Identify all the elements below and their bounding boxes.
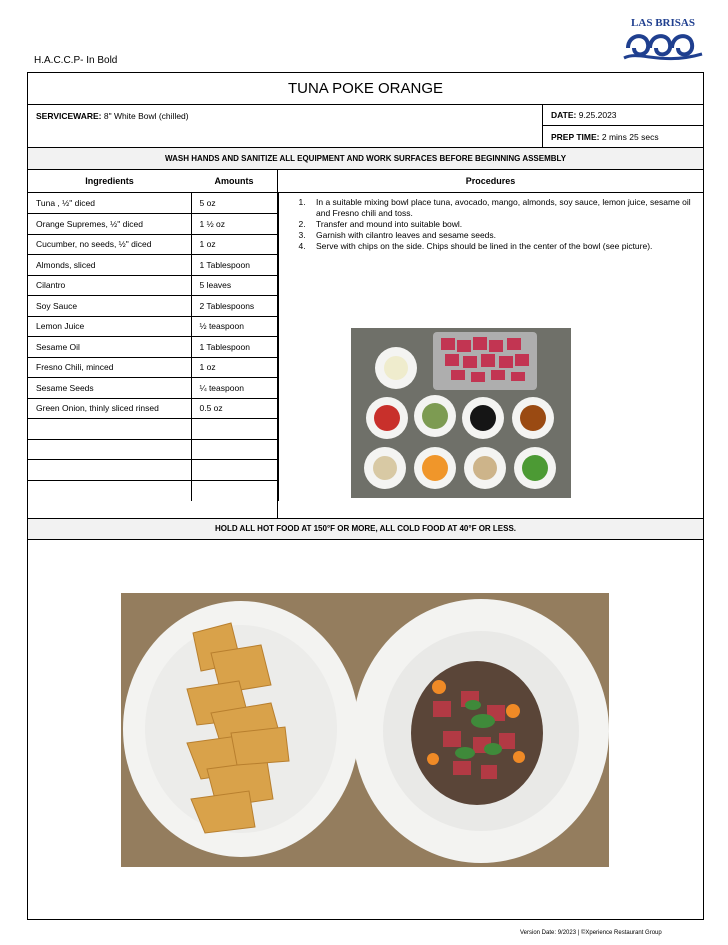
ingredient-amount: 1 oz bbox=[191, 357, 278, 378]
ingredient-amount bbox=[191, 439, 278, 460]
table-row bbox=[28, 193, 278, 214]
ingredient-name: Fresno Chili, minced bbox=[28, 357, 191, 378]
wash-notice: WASH HANDS AND SANITIZE ALL EQUIPMENT AND WORK SURFACES BEFORE BEGINNING ASSEMBLY bbox=[28, 148, 703, 170]
table-row bbox=[28, 234, 278, 255]
serviceware-cell bbox=[28, 105, 543, 148]
ingredient-name: Sesame Seeds bbox=[28, 378, 191, 399]
ingredient-amount: 5 oz bbox=[191, 193, 278, 214]
ingredient-amount: 5 leaves bbox=[191, 275, 278, 296]
hold-notice: HOLD ALL HOT FOOD AT 150°F OR MORE, ALL COLD FOOD AT 40°F OR LESS. bbox=[28, 518, 703, 540]
ingredient-amount: 2 Tablespoons bbox=[191, 296, 278, 317]
ingredient-amount: 0.5 oz bbox=[191, 398, 278, 419]
ingredient-amount bbox=[191, 419, 278, 440]
table-row bbox=[28, 439, 278, 460]
ingredient-name: Soy Sauce bbox=[28, 296, 191, 317]
ingredient-amount: 1 Tablespoon bbox=[191, 255, 278, 276]
table-row bbox=[28, 296, 278, 317]
procedure-step: 1. In a suitable mixing bowl place tuna, avocado, mango, almonds, soy sauce, lemon juice, sesame oil and Fresno chili and toss. bbox=[308, 197, 696, 219]
procedure-step: 4. Serve with chips on the side. Chips should be lined in the center of the bowl (see picture). bbox=[308, 241, 696, 252]
ingredient-name bbox=[28, 480, 191, 501]
table-row bbox=[28, 460, 278, 481]
amounts-header: Amounts bbox=[214, 176, 254, 186]
ingredient-amount: ½ teaspoon bbox=[191, 316, 278, 337]
table-row bbox=[28, 480, 278, 501]
procedure-step: 3. Garnish with cilantro leaves and sesame seeds. bbox=[308, 230, 696, 241]
ingredient-amount bbox=[191, 460, 278, 481]
serviceware-row bbox=[28, 105, 703, 148]
table-row bbox=[28, 316, 278, 337]
ingredient-name: Orange Supremes, ½" diced bbox=[28, 214, 191, 235]
date-value: 9.25.2023 bbox=[578, 110, 617, 120]
table-row bbox=[28, 337, 278, 358]
ingredient-amount: ¼ teaspoon bbox=[191, 378, 278, 399]
column-divider bbox=[277, 170, 278, 518]
serviceware-value: 8" White Bowl (chilled) bbox=[103, 111, 189, 121]
ingredient-name: Cilantro bbox=[28, 275, 191, 296]
ingredient-name bbox=[28, 439, 191, 460]
ingredient-name: Cucumber, no seeds, ½" diced bbox=[28, 234, 191, 255]
table-row bbox=[28, 255, 278, 276]
ingredient-name: Lemon Juice bbox=[28, 316, 191, 337]
table-row bbox=[28, 419, 278, 440]
date-cell bbox=[543, 105, 703, 126]
ingredient-name: Tuna , ½" diced bbox=[28, 193, 191, 214]
version-footer: Version Date: 9/2023 | ©Xperience Restaurant Group bbox=[520, 930, 662, 936]
ingredient-name: Sesame Oil bbox=[28, 337, 191, 358]
date-label: DATE: bbox=[551, 110, 577, 120]
ingredients-photo bbox=[351, 328, 571, 498]
procedures-header: Procedures bbox=[465, 176, 516, 186]
las-brisas-logo bbox=[620, 14, 706, 64]
prep-time-cell bbox=[543, 126, 703, 148]
ingredient-name bbox=[28, 419, 191, 440]
ingredient-amount bbox=[191, 480, 278, 501]
recipe-card bbox=[27, 72, 704, 920]
column-headers bbox=[28, 170, 703, 193]
ingredient-amount: 1 Tablespoon bbox=[191, 337, 278, 358]
procedures-list bbox=[286, 197, 696, 252]
recipe-title: TUNA POKE ORANGE bbox=[28, 73, 703, 105]
table-row bbox=[28, 398, 278, 419]
ingredient-name bbox=[28, 460, 191, 481]
ingredients-header: Ingredients bbox=[85, 176, 134, 186]
ingredient-amount: 1 oz bbox=[191, 234, 278, 255]
ingredient-name: Almonds, sliced bbox=[28, 255, 191, 276]
table-row bbox=[28, 214, 278, 235]
table-row bbox=[28, 357, 278, 378]
table-row bbox=[28, 378, 278, 399]
serviceware-label: SERVICEWARE: bbox=[36, 111, 102, 121]
ingredient-name: Green Onion, thinly sliced rinsed bbox=[28, 398, 191, 419]
haccp-note: H.A.C.C.P- In Bold bbox=[34, 55, 118, 66]
ingredients-table bbox=[28, 193, 279, 501]
table-row bbox=[28, 275, 278, 296]
prep-time-label: PREP TIME: bbox=[551, 132, 600, 142]
prep-time-value: 2 mins 25 secs bbox=[601, 132, 659, 142]
logo-wordmark: LAS BRISAS bbox=[631, 17, 695, 29]
plated-dish-photo bbox=[121, 593, 609, 867]
procedure-step: 2. Transfer and mound into suitable bowl. bbox=[308, 219, 696, 230]
ingredient-amount: 1 ½ oz bbox=[191, 214, 278, 235]
